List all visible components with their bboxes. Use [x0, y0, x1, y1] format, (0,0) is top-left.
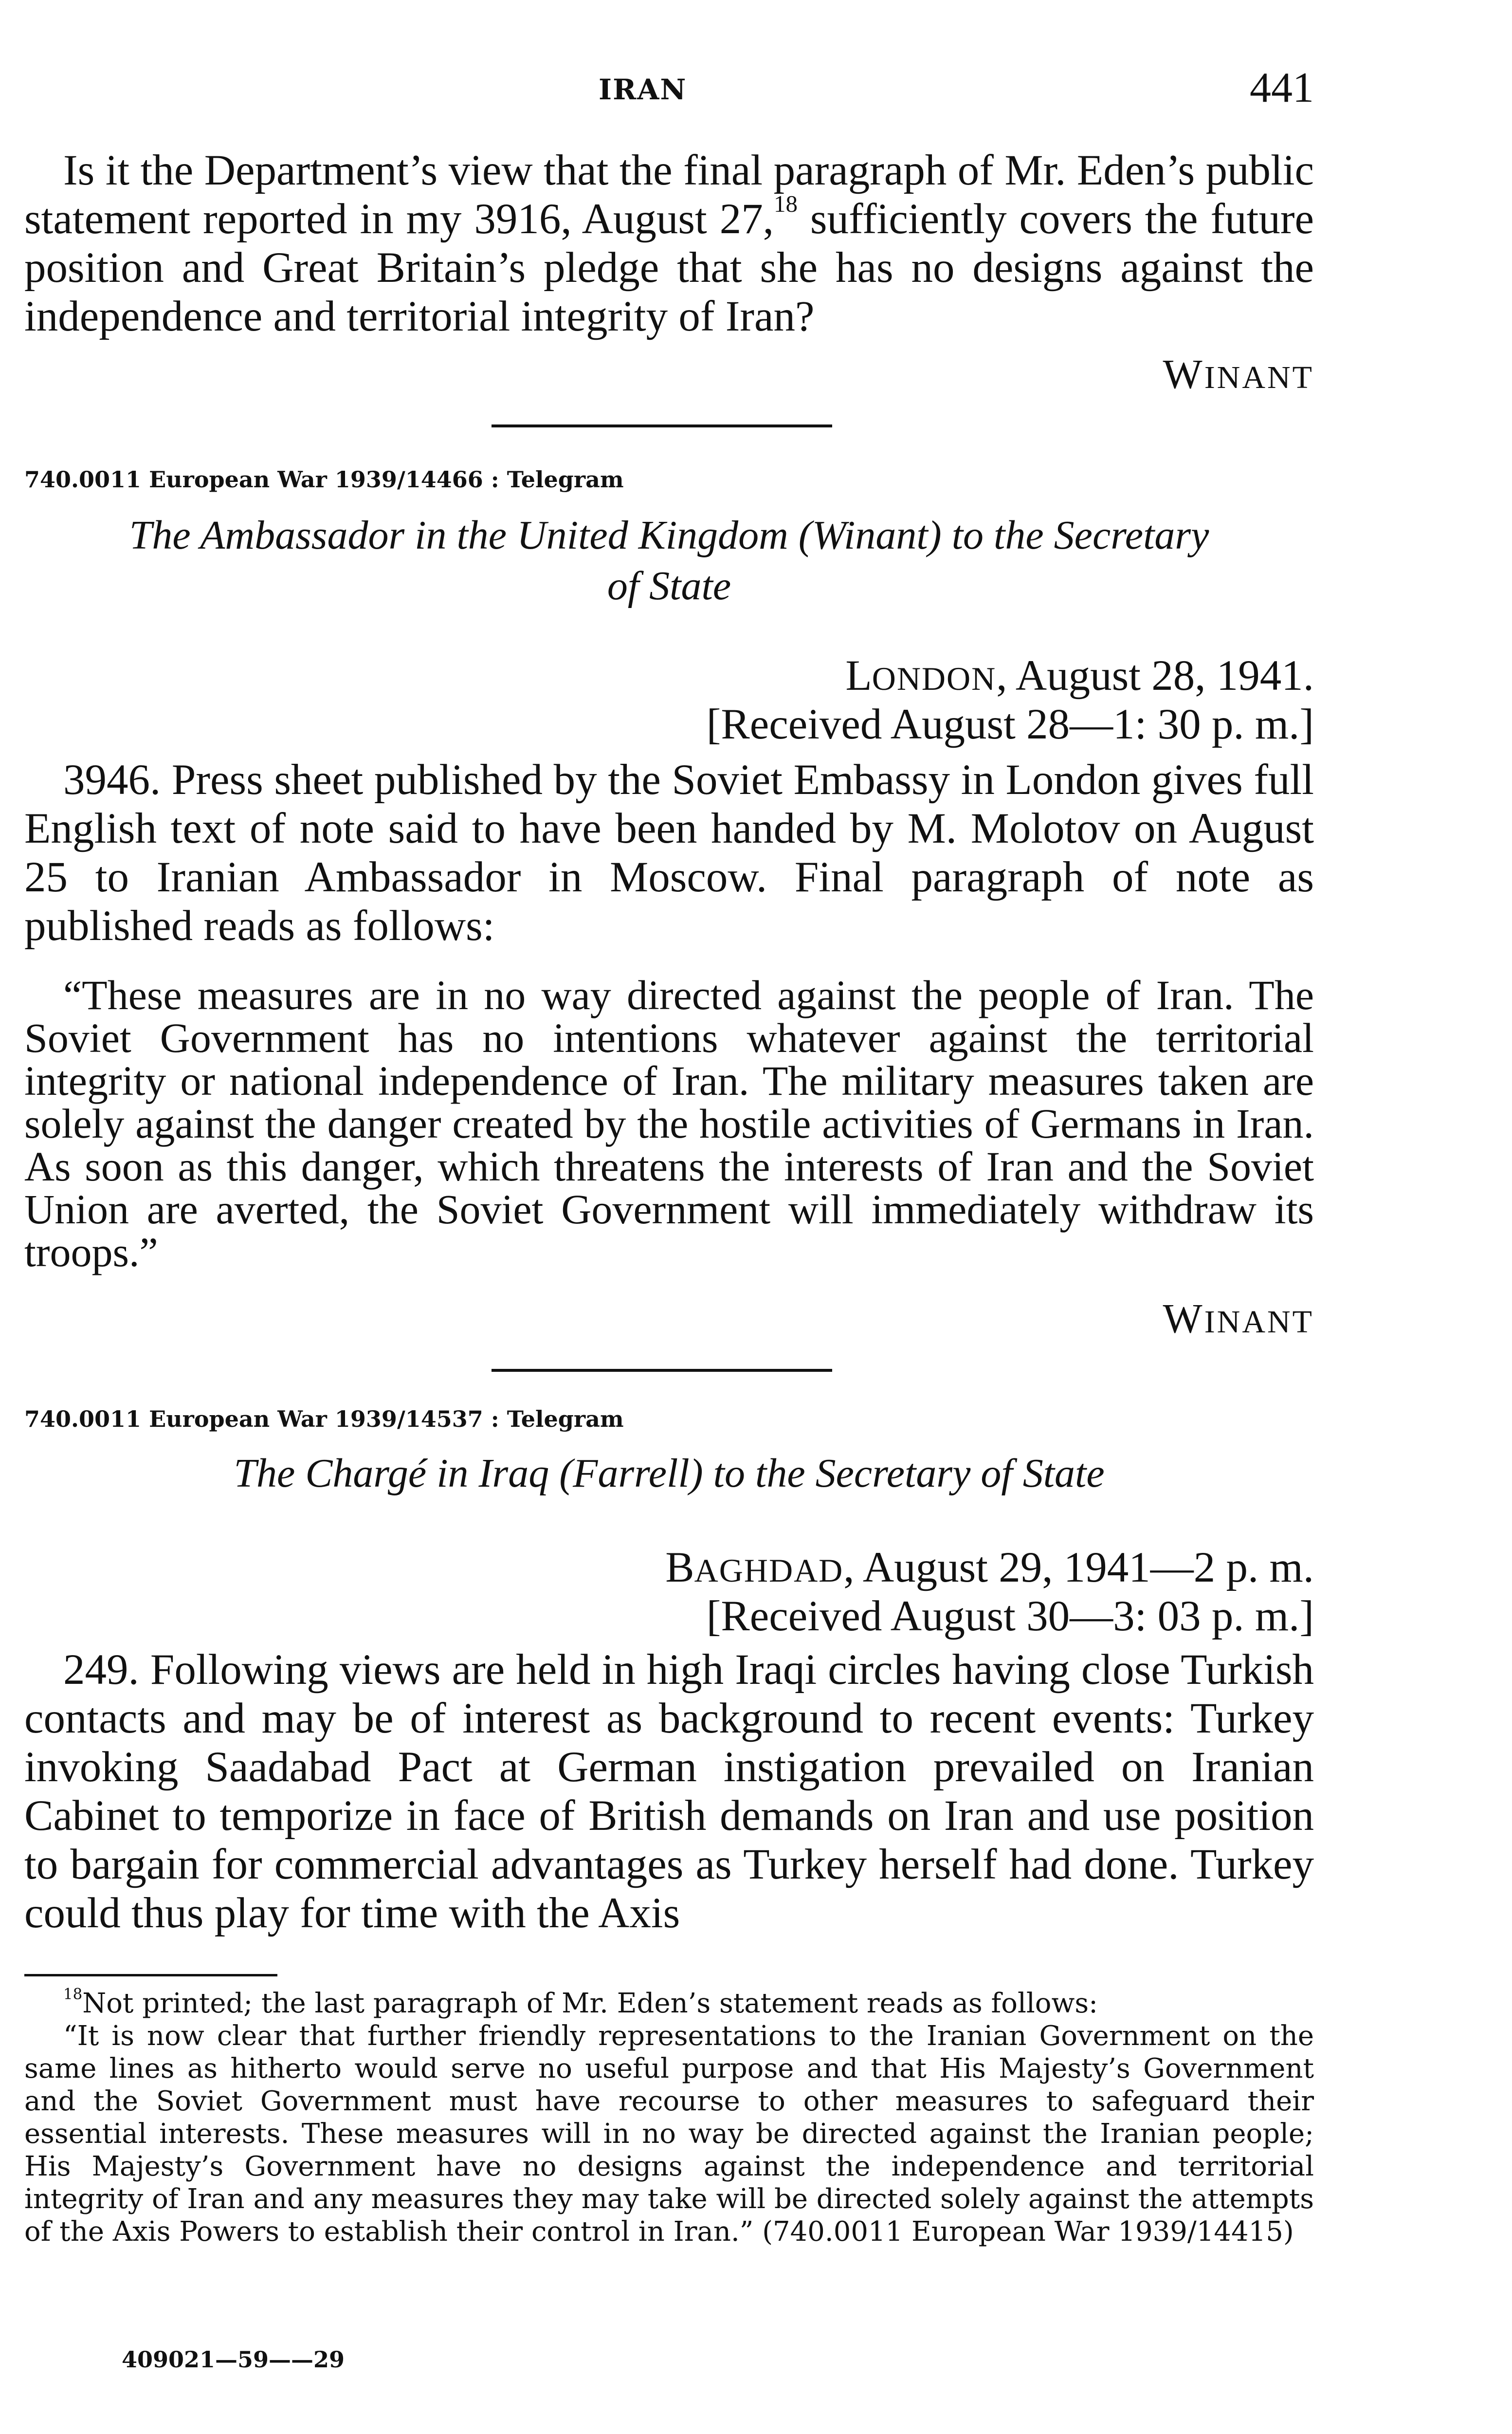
- telegram-paragraph: 3946. Press sheet published by the Soviet Embassy in London gives full English text of note said to have been handed by M. Molotov on August 25 to Iranian Ambassador in Moscow. Final paragraph of note as published reads as follows:: [24, 756, 1314, 950]
- footnote: $^{18}$Not printed; the last paragraph of Mr. Eden’s statement reads as follows: “It is now clear that further friendly representations to the Iranian Government on the same lines as hitherto would serve no useful purpose and that His Majesty’s Government and the Soviet Government must have recourse to other measures to safeguard their essential interests. These measures will in no way be directed against the Iranian people; His Majesty’s Government have no designs against the independence and territorial integrity of Iran and any measures they may take will be directed solely against the attempts of the Axis Powers to establish their control in Iran.” (740.0011 European War 1939/14415): [24, 1985, 1314, 2248]
- footnote-rule: [24, 1974, 277, 1976]
- signature-winant-2: WINANT: [1163, 1295, 1314, 1342]
- page-number: 441: [1250, 64, 1314, 111]
- dateline: LONDON, August 28, 1941.: [845, 652, 1314, 700]
- document-heading: The Chargé in Iraq (Farrell) to the Secretary of State: [234, 1451, 1105, 1496]
- document-heading: The Ambassador in the United Kingdom (Winant) to the Secretary of State: [129, 513, 1209, 608]
- file-reference: 740.0011 European War 1939/14537 : Telegram: [24, 1406, 624, 1432]
- paragraph-text-before: Is it the Department’s view that the final paragraph of Mr. Eden’s public statement reported in my 3916, August 27,: [24, 147, 1314, 243]
- section-divider: [492, 1369, 832, 1372]
- dateline: BAGHDAD, August 29, 1941—2 p. m.: [665, 1544, 1314, 1591]
- footnote-marker: 18: [63, 1985, 83, 2003]
- telegram-paragraph: 249. Following views are held in high Iraqi circles having close Turkish contacts and may be of interest as background to recent events: Turkey invoking Saadabad Pact at German instigation prevailed on Iranian Cabinet to temporize in face of British demands on Iran and use position to bargain for commercial advantages as Turkey herself had done. Turkey could thus play for time with the Axis: [24, 1646, 1314, 1937]
- printer-mark: 409021—59——29: [122, 2346, 345, 2373]
- document-page: [24, 0, 1314, 2434]
- footnote-reference: 18: [773, 190, 798, 217]
- footnote-quote: “It is now clear that further friendly representations to the Iranian Government on the same lines as hitherto would serve no useful purpose and that His Majesty’s Government and the Soviet Government must have recourse to other measures to safeguard their essential interests. These measures will in no way be directed against the Iranian people; His Majesty’s Government have no designs against the independence and territorial integrity of Iran and any measures they may take will be directed solely against the attempts of the Axis Powers to establish their control in Iran.”: [24, 2020, 1314, 2248]
- received-line: [Received August 28—1: 30 p. m.]: [706, 701, 1314, 748]
- block-quote: “These measures are in no way directed against the people of Iran. The Soviet Government has no intentions whatever against the territorial integrity or national independence of Iran. The military measures taken are solely against the danger created by the hostile activities of Germans in Iran. As soon as this danger, which threatens the interests of Iran and the Soviet Union are averted, the Soviet Government will immediately withdraw its troops.”: [24, 972, 1314, 1275]
- received-line: [Received August 30—3: 03 p. m.]: [706, 1592, 1314, 1640]
- signature-winant-1: WINANT: [1163, 350, 1314, 397]
- file-reference: 740.0011 European War 1939/14466 : Telegram: [24, 466, 624, 493]
- footnote-citation: (740.0011 European War 1939/14415): [753, 2216, 1294, 2248]
- running-title: IRAN: [599, 73, 687, 106]
- paragraph-text-after: sufficiently covers the future position and Great Britain’s pledge that she has no designs against the independence and territorial integrity of Iran?: [24, 195, 1314, 340]
- continuation-paragraph: [24, 146, 1314, 341]
- running-head: [24, 64, 1314, 127]
- section-divider: [492, 424, 832, 427]
